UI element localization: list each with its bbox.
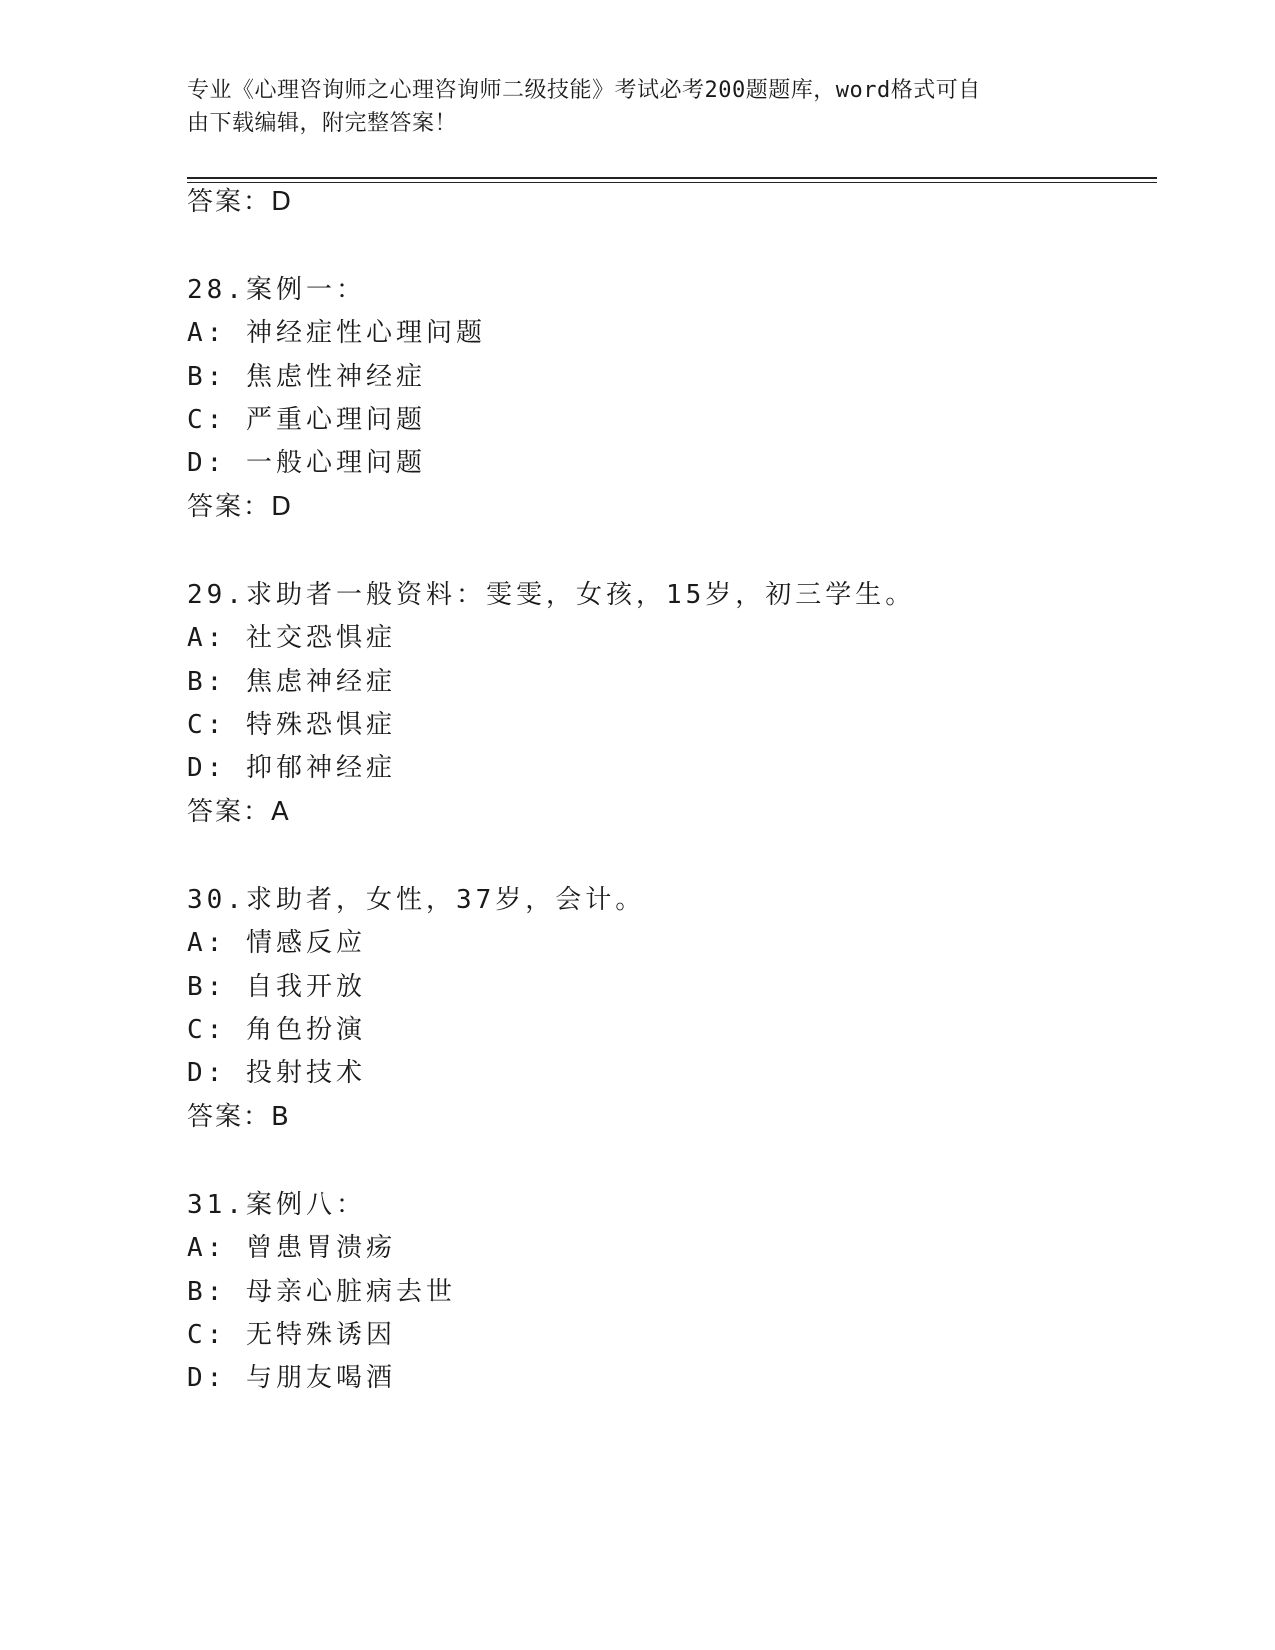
question-28-stem: 28.案例一： [187, 275, 366, 305]
header-divider [187, 177, 1157, 183]
question-29-option-c: C: 特殊恐惧症 [187, 710, 396, 740]
question-30-stem: 30.求助者，女性，37岁，会计。 [187, 885, 646, 915]
question-29-option-b: B: 焦虑神经症 [187, 667, 396, 697]
answer-29: 答案：A [187, 797, 291, 827]
question-31-option-a: A: 曾患胃溃疡 [187, 1233, 396, 1263]
question-31-option-b: B: 母亲心脏病去世 [187, 1277, 456, 1307]
question-28-option-c: C: 严重心理问题 [187, 405, 426, 435]
question-28-option-a: A: 神经症性心理问题 [187, 318, 486, 348]
answer-30: 答案：B [187, 1102, 291, 1132]
question-31-option-c: C: 无特殊诱因 [187, 1320, 396, 1350]
question-28-option-d: D: 一般心理问题 [187, 448, 426, 478]
question-30-option-b: B: 自我开放 [187, 972, 366, 1002]
question-30-option-c: C: 角色扮演 [187, 1015, 366, 1045]
document-header [187, 74, 1067, 140]
answer-27: 答案：D [187, 187, 294, 217]
question-29-option-d: D: 抑郁神经症 [187, 753, 396, 783]
answer-28: 答案：D [187, 492, 294, 522]
question-30-option-a: A: 情感反应 [187, 928, 366, 958]
question-29-stem: 29.求助者一般资料：雯雯，女孩，15岁，初三学生。 [187, 580, 916, 610]
question-31-option-d: D: 与朋友喝酒 [187, 1363, 396, 1393]
header-line-1: 专业《心理咨询师之心理咨询师二级技能》考试必考200题题库，word格式可自 [187, 78, 981, 103]
header-line-2: 由下载编辑，附完整答案！ [187, 111, 458, 136]
question-29-option-a: A: 社交恐惧症 [187, 623, 396, 653]
question-31-stem: 31.案例八： [187, 1190, 366, 1220]
question-30-option-d: D: 投射技术 [187, 1058, 366, 1088]
question-28-option-b: B: 焦虑性神经症 [187, 362, 426, 392]
